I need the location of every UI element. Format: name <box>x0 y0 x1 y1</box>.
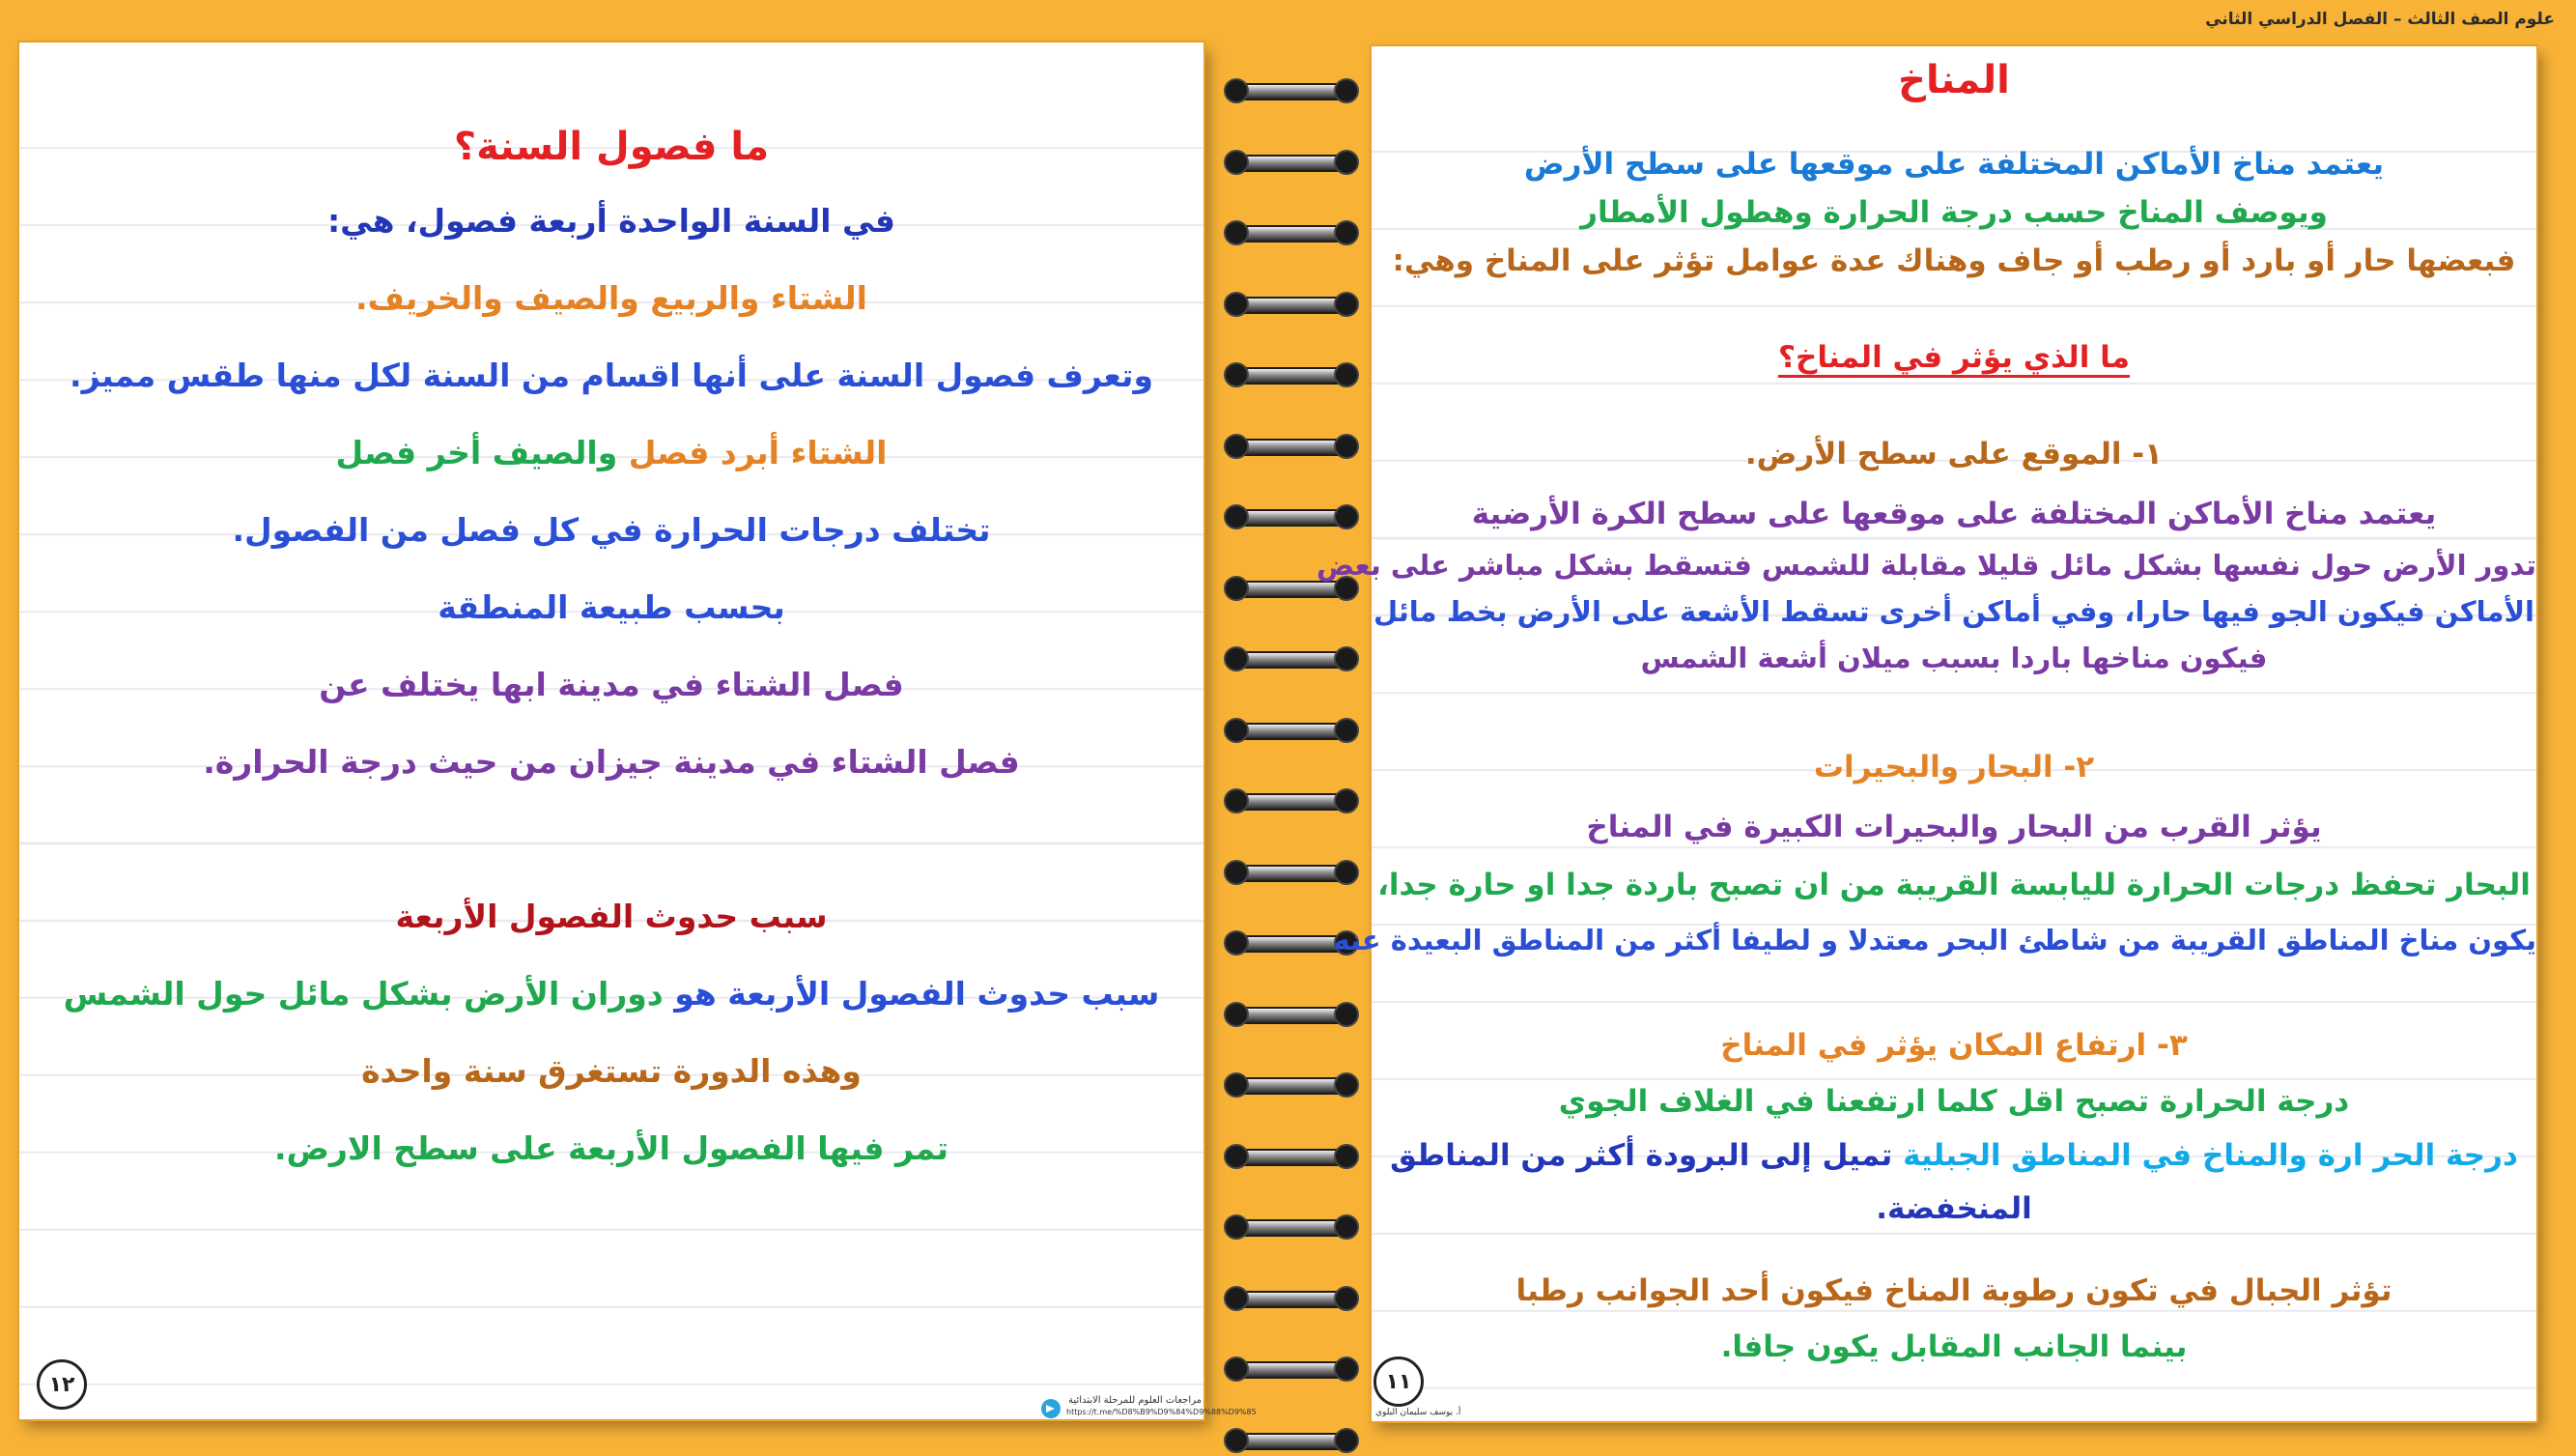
factor2-heading: ٢- البحار والبحيرات <box>1813 750 2095 785</box>
factor3-line-5: بينما الجانب المقابل يكون جافا. <box>1720 1329 2188 1364</box>
factor1-line-1: يعتمد مناخ الأماكن المختلفة على موقعها على سطح الكرة الأرضية <box>1471 497 2437 531</box>
binding-ring <box>1230 359 1353 390</box>
factor1-line-2: تدور الأرض حول نفسها بشكل مائل قليلا مقابلة للشمس فتسقط بشكل مباشر على بعض <box>1316 549 2536 582</box>
hottest-season-text: والصيف أخر فصل <box>335 434 618 471</box>
cause-text-b: دوران الأرض بشكل مائل حول الشمس <box>63 975 664 1013</box>
binding-ring <box>1230 75 1353 106</box>
binding-ring <box>1230 999 1353 1030</box>
seasons-definition: وتعرف فصول السنة على أنها اقسام من السنة لكل منها طقس مميز. <box>70 357 1153 394</box>
binding-ring <box>1230 289 1353 320</box>
factor1-line-4: فيكون مناخها باردا بسبب ميلان أشعة الشمس <box>1640 642 2268 674</box>
binding-ring <box>1230 1212 1353 1242</box>
page-number-left: ١٢ <box>37 1359 87 1410</box>
cycle-duration: وهذه الدورة تستغرق سنة واحدة <box>361 1052 862 1090</box>
page-number-right: ١١ <box>1373 1356 1424 1407</box>
factor3-line-1: درجة الحرارة تصبح اقل كلما ارتفعنا في الغلاف الجوي <box>1558 1084 2350 1119</box>
credit-block <box>1066 1395 1257 1418</box>
cause-line <box>19 975 1203 1013</box>
cause-text-a: سبب حدوث الفصول الأربعة هو <box>674 975 1160 1013</box>
spiral-binding <box>1212 0 1367 1449</box>
binding-ring <box>1230 1425 1353 1456</box>
binding-ring <box>1230 1283 1353 1314</box>
intro-line-2: ويوصف المناخ حسب درجة الحرارة وهطول الأمطار <box>1580 195 2328 230</box>
cause-heading: سبب حدوث الفصول الأربعة <box>395 898 828 935</box>
binding-ring <box>1230 857 1353 888</box>
factor2-line-3: يكون مناخ المناطق القريبة من شاطئ البحر معتدلا و لطيفا أكثر من المناطق البعيدة عنه <box>1333 924 2536 956</box>
binding-ring <box>1230 715 1353 746</box>
seasons-list: الشتاء والربيع والصيف والخريف. <box>355 279 867 317</box>
binding-ring <box>1230 501 1353 532</box>
left-page-title: ما فصول السنة؟ <box>453 125 770 169</box>
binding-ring <box>1230 1141 1353 1172</box>
factor2-line-1: يؤثر القرب من البحار والبحيرات الكبيرة في المناخ <box>1586 810 2322 844</box>
factor3-line-3: المنخفضة. <box>1876 1191 2032 1226</box>
factor2-line-2: البحار تحفظ درجات الحرارة لليابسة القريبة من ان تصبح باردة جدا او حارة جدا، <box>1377 868 2531 902</box>
binding-ring <box>1230 643 1353 674</box>
author-credit: أ. يوسف سليمان البلوي <box>1375 1408 1461 1417</box>
intro-line-3: فبعضها حار أو بارد أو رطب أو جاف وهناك عدة عوامل تؤثر على المناخ وهي: <box>1392 243 2516 278</box>
factor3-line-2 <box>1372 1138 2536 1173</box>
binding-ring <box>1230 147 1353 178</box>
binding-ring <box>1230 785 1353 816</box>
coldest-season-text: الشتاء أبرد فصل <box>628 434 888 471</box>
left-page <box>19 43 1257 1419</box>
binding-ring <box>1230 217 1353 248</box>
binding-ring <box>1230 1070 1353 1100</box>
right-page-title: المناخ <box>1898 58 2010 102</box>
factors-question: ما الذي يؤثر في المناخ؟ <box>1778 340 2130 375</box>
region-nature: بحسب طبيعة المنطقة <box>438 588 785 626</box>
factor1-line-3: الأماكن فيكون الجو فيها حارا، وفي أماكن أخرى تسقط الأشعة على الأرض بخط مائل <box>1373 595 2534 628</box>
mountain-climate-text: درجة الحر ارة والمناخ في المناطق الجبلية <box>1903 1138 2518 1173</box>
binding-ring <box>1230 1354 1353 1385</box>
binding-ring <box>1230 431 1353 462</box>
seasons-intro: في السنة الواحدة أربعة فصول، هي: <box>326 202 896 240</box>
seasons-pass: تمر فيها الفصول الأربعة على سطح الارض. <box>273 1129 949 1167</box>
credit-line-2[interactable]: https://t.me/%D8%B9%D9%84%D9%88%D9%85 <box>1066 1408 1257 1416</box>
factor3-line-4: تؤثر الجبال في تكون رطوبة المناخ فيكون أحد الجوانب رطبا <box>1515 1273 2392 1308</box>
jazan-winter: فصل الشتاء في مدينة جيزان من حيث درجة الحرارة. <box>203 743 1020 781</box>
coldest-hottest-line <box>19 434 1203 471</box>
colder-text: تميل إلى البرودة أكثر من المناطق <box>1390 1138 1893 1173</box>
abha-winter: فصل الشتاء في مدينة ابها يختلف عن <box>319 666 904 703</box>
intro-line-1: يعتمد مناخ الأماكن المختلفة على موقعها على سطح الأرض <box>1523 147 2385 182</box>
temperature-varies: تختلف درجات الحرارة في كل فصل من الفصول. <box>232 511 991 549</box>
credit-line-1: مراجعات العلوم للمرحلة الابتدائية <box>1068 1395 1202 1406</box>
page-header: علوم الصف الثالث – الفصل الدراسي الثاني <box>2205 10 2555 29</box>
factor1-heading: ١- الموقع على سطح الأرض. <box>1744 437 2164 471</box>
factor3-heading: ٣- ارتفاع المكان يؤثر في المناخ <box>1720 1028 2188 1063</box>
telegram-icon <box>1041 1399 1061 1418</box>
right-page <box>1316 46 2536 1421</box>
